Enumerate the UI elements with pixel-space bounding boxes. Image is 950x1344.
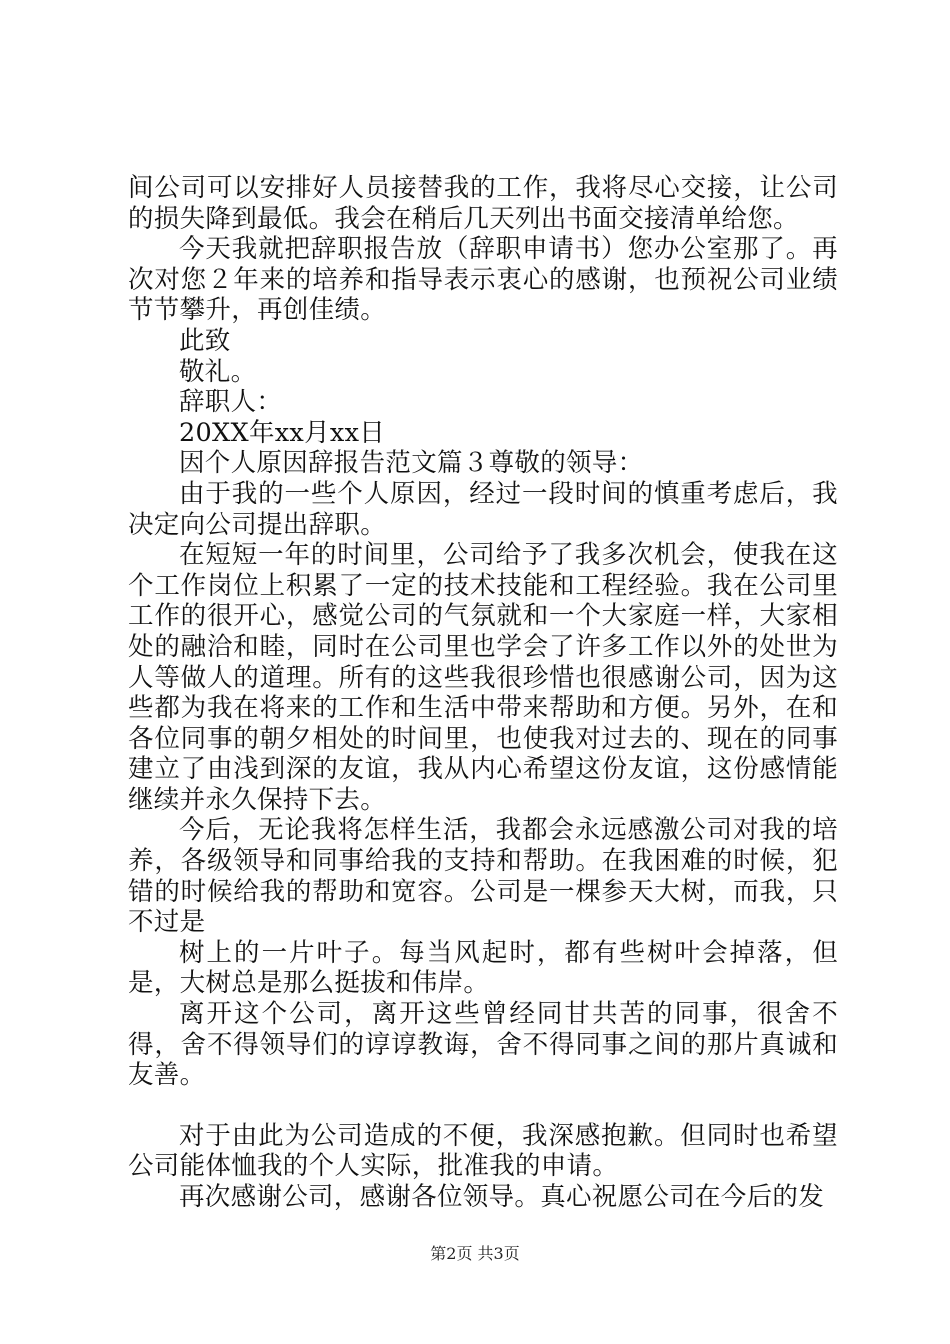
paragraph-gratitude: 在短短一年的时间里，公司给予了我多次机会，使我在这个工作岗位上积累了一定的技术技能和工程经验。我在公司里工作的很开心，感觉公司的气氛就和一个大家庭一样，大家相处的融洽和睦，同时在公司里也学会了许多工作以外的处世为人等做人的道理。所有的这些我很珍惜也很感谢公司，因为这些都为我在将来的工作和生活中带来帮助和方便。另外，在和各位同事的朝夕相处的时间里，也使我对过去的、现在的同事建立了由浅到深的友谊，我从内心希望这份友谊，这份感情能继续并永久保持下去。 [128,540,838,815]
paragraph-future: 今后，无论我将怎样生活，我都会永远感激公司对我的培养，各级领导和同事给我的支持和帮助。在我困难的时候，犯错的时候给我的帮助和宽容。公司是一棵参天大树，而我，只不过是 [128,815,838,938]
signature-label: 辞职人： [179,387,283,418]
page-number-footer: 第2页 共3页 [430,1244,520,1263]
closing-salutation: 此致 [179,325,231,356]
paragraph-leaf: 树上的一片叶子。每当风起时，都有些树叶会掉落，但是，大树总是那么挺拔和伟岸。 [128,937,838,999]
paragraph-apology: 对于由此为公司造成的不便，我深感抱歉。但同时也希望公司能体恤我的个人实际，批准我的申请。 [128,1120,838,1182]
paragraph-continuation: 间公司可以安排好人员接替我的工作，我将尽心交接，让公司的损失降到最低。我会在稍后几天列出书面交接清单给您。 [128,173,838,234]
paragraph-submit-report: 今天我就把辞职报告放（辞职申请书）您办公室那了。再次对您２年来的培养和指导表示衷心的感谢，也预祝公司业绩节节攀升，再创佳绩。 [128,234,838,326]
closing-regards: 敬礼。 [179,356,257,387]
document-body [128,173,838,1213]
signature-date: 20XX年xx月xx日 [179,417,386,448]
paragraph-decision: 由于我的一些个人原因，经过一段时间的慎重考虑后，我决定向公司提出辞职。 [128,478,838,540]
paragraph-leaving: 离开这个公司，离开这些曾经同甘共苦的同事，很舍不得，舍不得领导们的谆谆教诲，舍不得同事之间的那片真诚和友善。 [128,999,838,1091]
section-heading-sample-3: 因个人原因辞报告范文篇３尊敬的领导： [179,448,644,479]
paragraph-thanks: 再次感谢公司，感谢各位领导。真心祝愿公司在今后的发 [179,1182,825,1212]
paragraph-gap [128,1091,838,1121]
